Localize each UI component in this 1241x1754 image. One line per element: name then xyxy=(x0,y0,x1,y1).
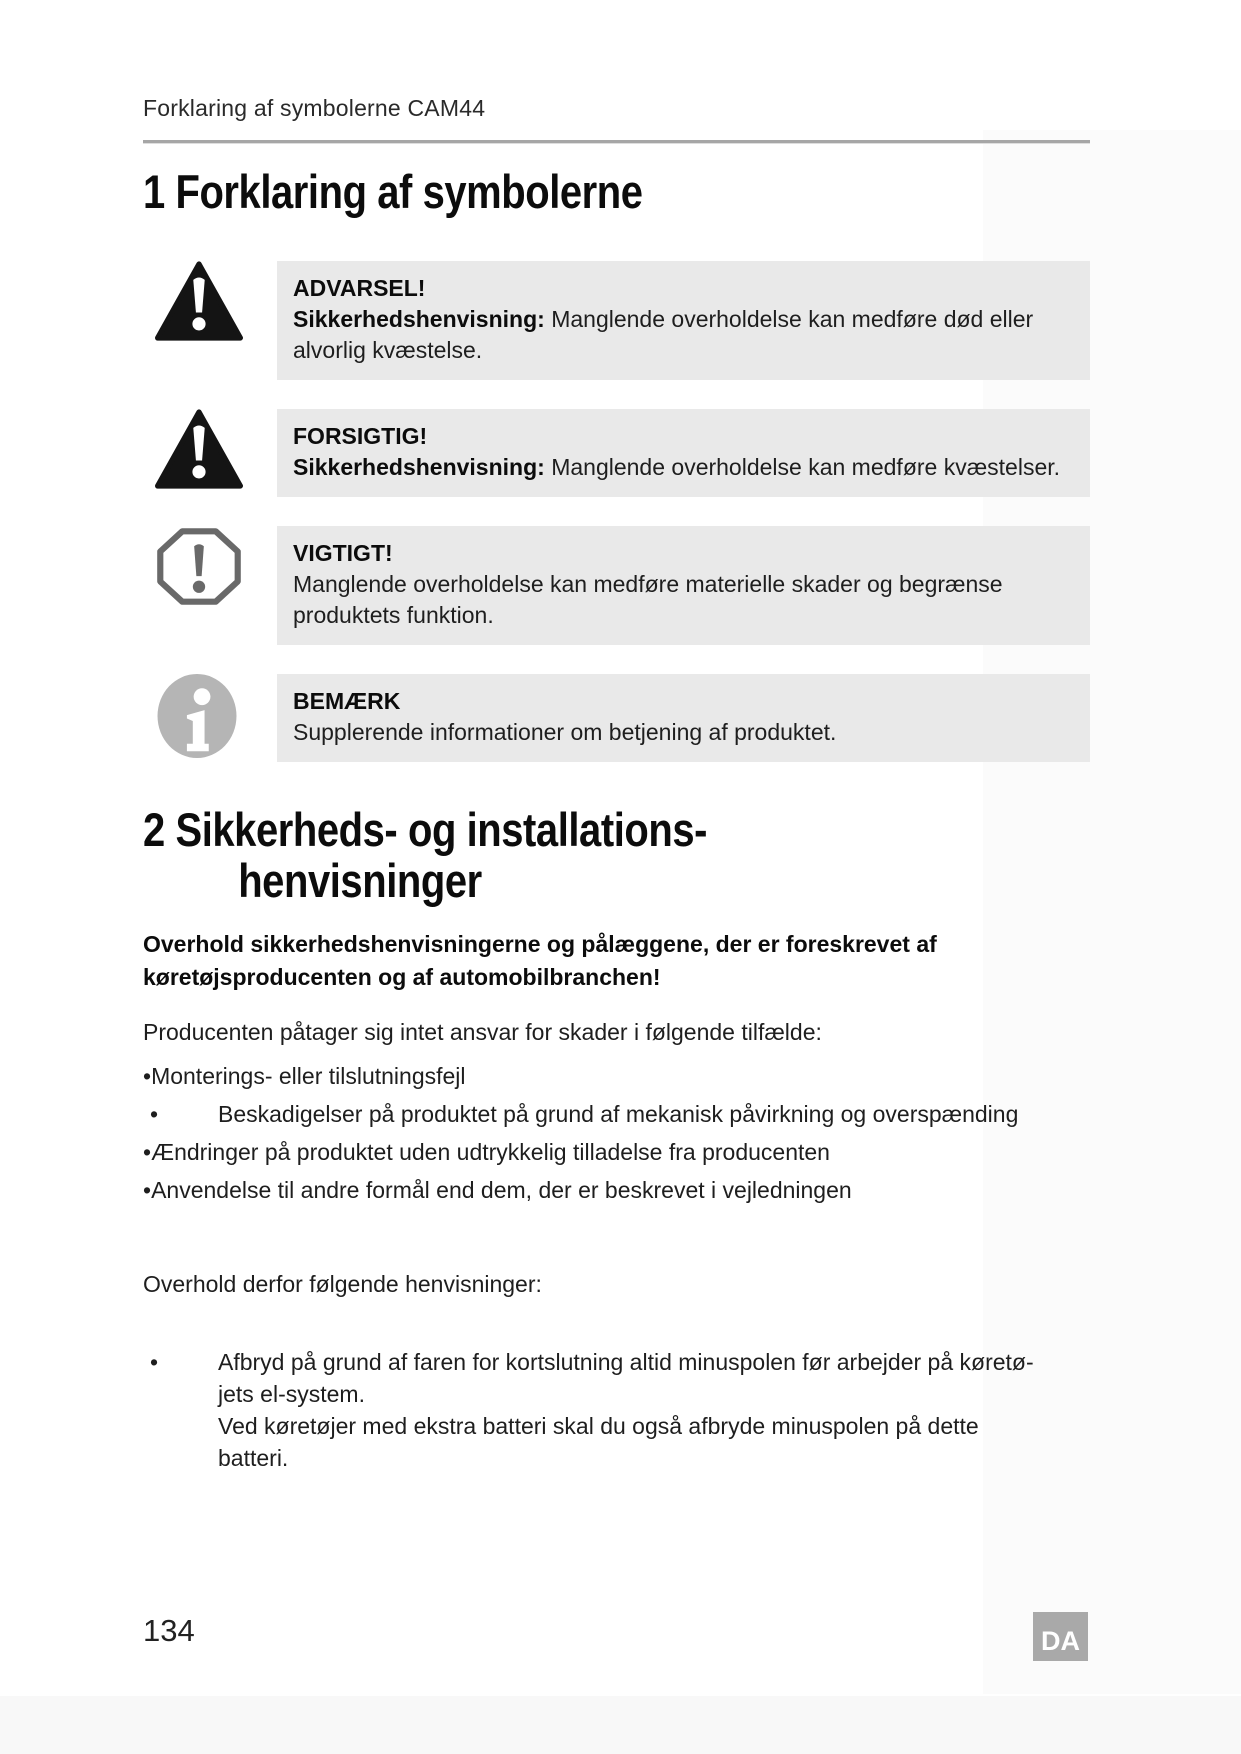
notice-bold-lead: Sikkerhedshenvisning: xyxy=(293,306,545,332)
warning-triangle-icon xyxy=(155,261,277,341)
bottom-scan-band xyxy=(0,1696,1241,1754)
final-bullet-line: jets el-system. xyxy=(218,1381,365,1407)
bullet-list xyxy=(143,1060,1090,1206)
octagon-exclamation-icon xyxy=(155,526,277,607)
notice-row-forsigtig xyxy=(143,409,1090,497)
notice-body: Supplerende informationer om betjening af produktet. xyxy=(293,719,837,745)
language-badge: DA xyxy=(1033,1612,1088,1661)
notice-body: Manglende overholdelse kan medføre kvæstelser. xyxy=(551,454,1061,480)
notice-text xyxy=(293,569,1074,631)
bullet-item xyxy=(143,1174,1090,1206)
notice-row-advarsel xyxy=(143,261,1090,380)
notice-box xyxy=(277,409,1090,497)
bullet-item xyxy=(143,1098,1090,1130)
notice-bold-lead: Sikkerhedshenvisning: xyxy=(293,454,545,480)
running-header: Forklaring af symbolerne CAM44 xyxy=(143,95,486,121)
final-bullet-item xyxy=(143,1346,1090,1474)
header-divider-rule xyxy=(143,140,1090,144)
bullet-marker: • xyxy=(143,1177,152,1203)
notice-title: FORSIGTIG! xyxy=(293,423,428,449)
section2-heading-line1: 2 Sikkerheds- og installations- xyxy=(143,803,708,856)
bullet-marker: • xyxy=(143,1139,152,1165)
final-bullet-line: Ved køretøjer med ekstra batteri skal du også afbryde minuspolen på dette xyxy=(218,1413,979,1439)
bullet-marker: • xyxy=(150,1349,159,1375)
final-bullet-line: batteri. xyxy=(218,1445,289,1471)
info-circle-icon xyxy=(155,674,277,758)
final-bullet-text xyxy=(218,1346,1034,1474)
notice-box xyxy=(277,674,1090,762)
warning-triangle-icon xyxy=(155,409,277,489)
notice-row-bemaerk xyxy=(143,674,1090,762)
notice-icon-column xyxy=(143,526,277,607)
bullet-text: Ændringer på produktet uden udtrykkelig tilladelse fra producenten xyxy=(151,1139,830,1165)
section2-heading xyxy=(143,804,948,906)
notice-icon-column xyxy=(143,261,277,341)
lead-bold-paragraph: Overhold sikkerhedshenvisningerne og pålæggene, der er foreskrevet af køretøjsproducenten og af automobilbranchen! xyxy=(143,931,937,990)
bullet-text: Beskadigelser på produktet på grund af mekanisk påvirkning og overspænding xyxy=(218,1101,1019,1127)
notice-text xyxy=(293,717,1074,748)
section1-heading: 1 Forklaring af symbolerne xyxy=(143,165,643,218)
bullet-item xyxy=(143,1136,1090,1168)
notice-title: BEMÆRK xyxy=(293,688,401,714)
intro-paragraph: Producenten påtager sig intet ansvar for skader i følgende tilfælde: xyxy=(143,1019,822,1045)
section2-heading-line2: henvisninger xyxy=(238,854,482,907)
notice-text xyxy=(293,304,1074,366)
notice-box xyxy=(277,261,1090,380)
page-number: 134 xyxy=(143,1613,195,1648)
page-footer xyxy=(143,1612,1088,1661)
bullet-item xyxy=(143,1060,1090,1092)
notice-row-vigtigt xyxy=(143,526,1090,645)
notice-title: ADVARSEL! xyxy=(293,275,426,301)
notice-icon-column xyxy=(143,409,277,489)
follow-up-paragraph: Overhold derfor følgende henvisninger: xyxy=(143,1271,542,1297)
notice-text xyxy=(293,452,1074,483)
notice-body: Manglende overholdelse kan medføre materielle skader og begrænse produktets funktion. xyxy=(293,571,1003,628)
final-bullet-line: Afbryd på grund af faren for kortslutning altid minuspolen før arbejder på køretø- xyxy=(218,1349,1034,1375)
notice-list xyxy=(143,261,1090,762)
notice-body: Manglende overholdelse kan medføre død eller alvorlig kvæstelse. xyxy=(293,306,1034,363)
notice-icon-column xyxy=(143,674,277,758)
notice-title: VIGTIGT! xyxy=(293,540,393,566)
notice-box xyxy=(277,526,1090,645)
bullet-marker: • xyxy=(150,1101,159,1127)
bullet-text: Monterings- eller tilslutningsfejl xyxy=(151,1063,466,1089)
bullet-text: Anvendelse til andre formål end dem, der er beskrevet i vejledningen xyxy=(151,1177,852,1203)
bullet-marker: • xyxy=(143,1063,152,1089)
